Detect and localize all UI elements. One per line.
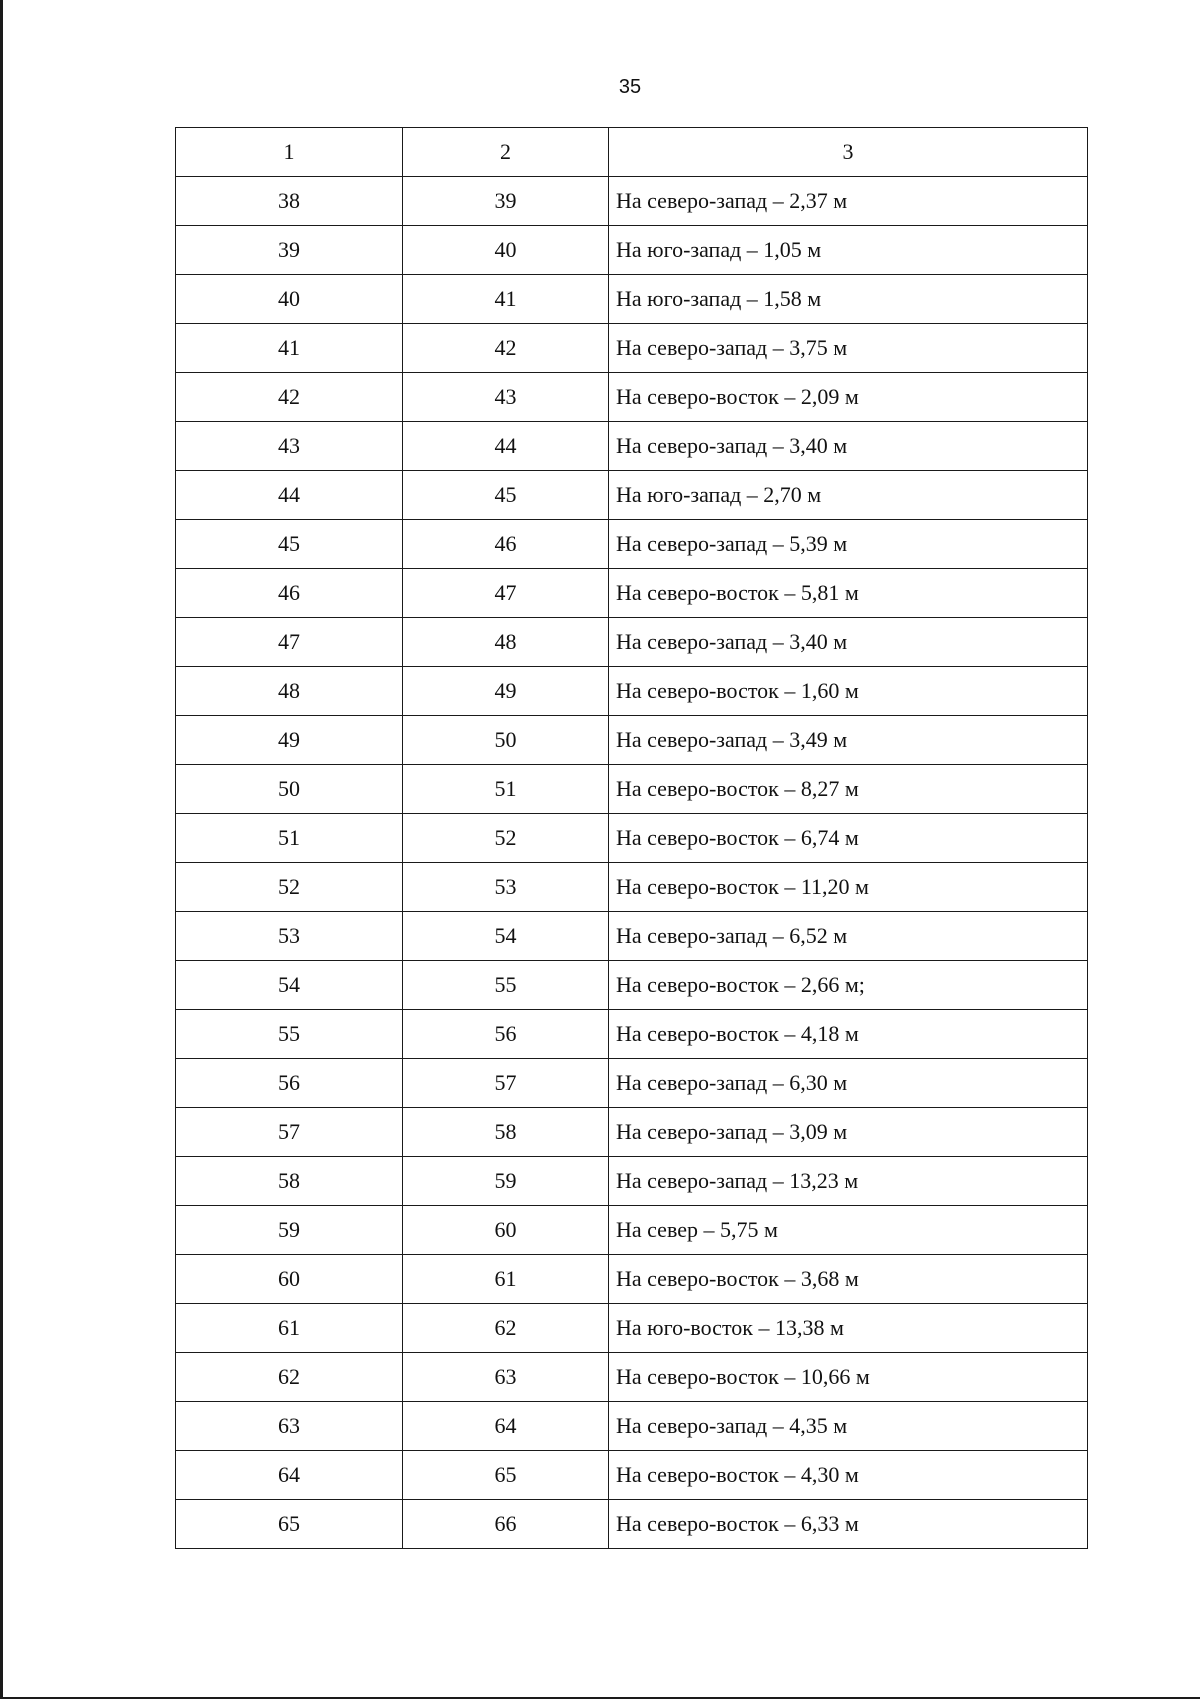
table-row (176, 324, 1088, 373)
point-from-cell: 48 (176, 667, 403, 716)
point-to-cell: 39 (403, 177, 609, 226)
point-to-cell: 48 (403, 618, 609, 667)
point-to-cell: 45 (403, 471, 609, 520)
table-row (176, 961, 1088, 1010)
table-row (176, 716, 1088, 765)
point-from-cell: 44 (176, 471, 403, 520)
point-from-cell: 42 (176, 373, 403, 422)
direction-distance-cell: На юго-запад – 2,70 м (609, 471, 1088, 520)
table-row (176, 1206, 1088, 1255)
point-from-cell: 59 (176, 1206, 403, 1255)
point-from-cell: 52 (176, 863, 403, 912)
table-row (176, 814, 1088, 863)
point-to-cell: 41 (403, 275, 609, 324)
point-to-cell: 63 (403, 1353, 609, 1402)
point-to-cell: 44 (403, 422, 609, 471)
direction-distance-cell: На северо-запад – 4,35 м (609, 1402, 1088, 1451)
direction-distance-cell: На северо-восток – 6,74 м (609, 814, 1088, 863)
point-from-cell: 38 (176, 177, 403, 226)
point-to-cell: 62 (403, 1304, 609, 1353)
header-cell-2: 2 (403, 128, 609, 177)
direction-distance-cell: На северо-восток – 1,60 м (609, 667, 1088, 716)
point-to-cell: 55 (403, 961, 609, 1010)
header-cell-3: 3 (609, 128, 1088, 177)
point-from-cell: 47 (176, 618, 403, 667)
point-to-cell: 61 (403, 1255, 609, 1304)
point-from-cell: 50 (176, 765, 403, 814)
point-to-cell: 46 (403, 520, 609, 569)
point-from-cell: 60 (176, 1255, 403, 1304)
direction-distance-cell: На северо-запад – 13,23 м (609, 1157, 1088, 1206)
point-to-cell: 60 (403, 1206, 609, 1255)
direction-distance-cell: На северо-запад – 6,52 м (609, 912, 1088, 961)
point-from-cell: 64 (176, 1451, 403, 1500)
table-row (176, 471, 1088, 520)
point-to-cell: 52 (403, 814, 609, 863)
table-row (176, 1255, 1088, 1304)
table-row (176, 1059, 1088, 1108)
direction-distance-cell: На северо-запад – 2,37 м (609, 177, 1088, 226)
table-row (176, 422, 1088, 471)
point-to-cell: 50 (403, 716, 609, 765)
page-number: 35 (618, 76, 642, 98)
point-to-cell: 47 (403, 569, 609, 618)
direction-distance-cell: На северо-запад – 3,75 м (609, 324, 1088, 373)
direction-distance-cell: На юго-восток – 13,38 м (609, 1304, 1088, 1353)
direction-distance-cell: На северо-восток – 5,81 м (609, 569, 1088, 618)
table-row (176, 226, 1088, 275)
direction-distance-cell: На северо-запад – 3,49 м (609, 716, 1088, 765)
point-from-cell: 41 (176, 324, 403, 373)
direction-distance-cell: На северо-запад – 3,40 м (609, 618, 1088, 667)
table-row (176, 1304, 1088, 1353)
point-from-cell: 56 (176, 1059, 403, 1108)
point-from-cell: 65 (176, 1500, 403, 1549)
table-row (176, 1157, 1088, 1206)
point-from-cell: 58 (176, 1157, 403, 1206)
table-header-row (176, 128, 1088, 177)
point-to-cell: 66 (403, 1500, 609, 1549)
table-row (176, 863, 1088, 912)
direction-distance-cell: На северо-восток – 2,66 м; (609, 961, 1088, 1010)
table-row (176, 765, 1088, 814)
direction-distance-cell: На северо-восток – 6,33 м (609, 1500, 1088, 1549)
point-from-cell: 54 (176, 961, 403, 1010)
point-to-cell: 43 (403, 373, 609, 422)
direction-distance-cell: На северо-запад – 6,30 м (609, 1059, 1088, 1108)
point-to-cell: 51 (403, 765, 609, 814)
table-row (176, 1108, 1088, 1157)
scan-edge-left (0, 0, 3, 1699)
table-row (176, 618, 1088, 667)
boundary-table (175, 127, 1088, 1549)
direction-distance-cell: На север – 5,75 м (609, 1206, 1088, 1255)
direction-distance-cell: На северо-восток – 10,66 м (609, 1353, 1088, 1402)
point-to-cell: 58 (403, 1108, 609, 1157)
point-to-cell: 54 (403, 912, 609, 961)
point-from-cell: 57 (176, 1108, 403, 1157)
header-cell-1: 1 (176, 128, 403, 177)
point-from-cell: 61 (176, 1304, 403, 1353)
point-to-cell: 40 (403, 226, 609, 275)
point-from-cell: 53 (176, 912, 403, 961)
direction-distance-cell: На северо-восток – 11,20 м (609, 863, 1088, 912)
point-to-cell: 49 (403, 667, 609, 716)
point-from-cell: 62 (176, 1353, 403, 1402)
point-to-cell: 64 (403, 1402, 609, 1451)
point-to-cell: 59 (403, 1157, 609, 1206)
table-row (176, 667, 1088, 716)
table-row (176, 177, 1088, 226)
point-to-cell: 42 (403, 324, 609, 373)
table-row (176, 1402, 1088, 1451)
direction-distance-cell: На северо-запад – 3,09 м (609, 1108, 1088, 1157)
direction-distance-cell: На северо-восток – 8,27 м (609, 765, 1088, 814)
table-row (176, 1353, 1088, 1402)
point-from-cell: 40 (176, 275, 403, 324)
table-row (176, 275, 1088, 324)
point-from-cell: 39 (176, 226, 403, 275)
table-body (176, 128, 1088, 1549)
direction-distance-cell: На северо-запад – 5,39 м (609, 520, 1088, 569)
point-from-cell: 55 (176, 1010, 403, 1059)
point-to-cell: 56 (403, 1010, 609, 1059)
point-to-cell: 53 (403, 863, 609, 912)
table-row (176, 1010, 1088, 1059)
table-row (176, 373, 1088, 422)
point-from-cell: 46 (176, 569, 403, 618)
direction-distance-cell: На юго-запад – 1,58 м (609, 275, 1088, 324)
point-from-cell: 49 (176, 716, 403, 765)
point-to-cell: 57 (403, 1059, 609, 1108)
direction-distance-cell: На северо-восток – 2,09 м (609, 373, 1088, 422)
table-row (176, 569, 1088, 618)
point-from-cell: 51 (176, 814, 403, 863)
table-row (176, 1451, 1088, 1500)
direction-distance-cell: На юго-запад – 1,05 м (609, 226, 1088, 275)
direction-distance-cell: На северо-восток – 4,30 м (609, 1451, 1088, 1500)
table-row (176, 1500, 1088, 1549)
point-from-cell: 45 (176, 520, 403, 569)
point-from-cell: 63 (176, 1402, 403, 1451)
table-row (176, 520, 1088, 569)
table-row (176, 912, 1088, 961)
direction-distance-cell: На северо-восток – 4,18 м (609, 1010, 1088, 1059)
direction-distance-cell: На северо-восток – 3,68 м (609, 1255, 1088, 1304)
point-from-cell: 43 (176, 422, 403, 471)
direction-distance-cell: На северо-запад – 3,40 м (609, 422, 1088, 471)
point-to-cell: 65 (403, 1451, 609, 1500)
